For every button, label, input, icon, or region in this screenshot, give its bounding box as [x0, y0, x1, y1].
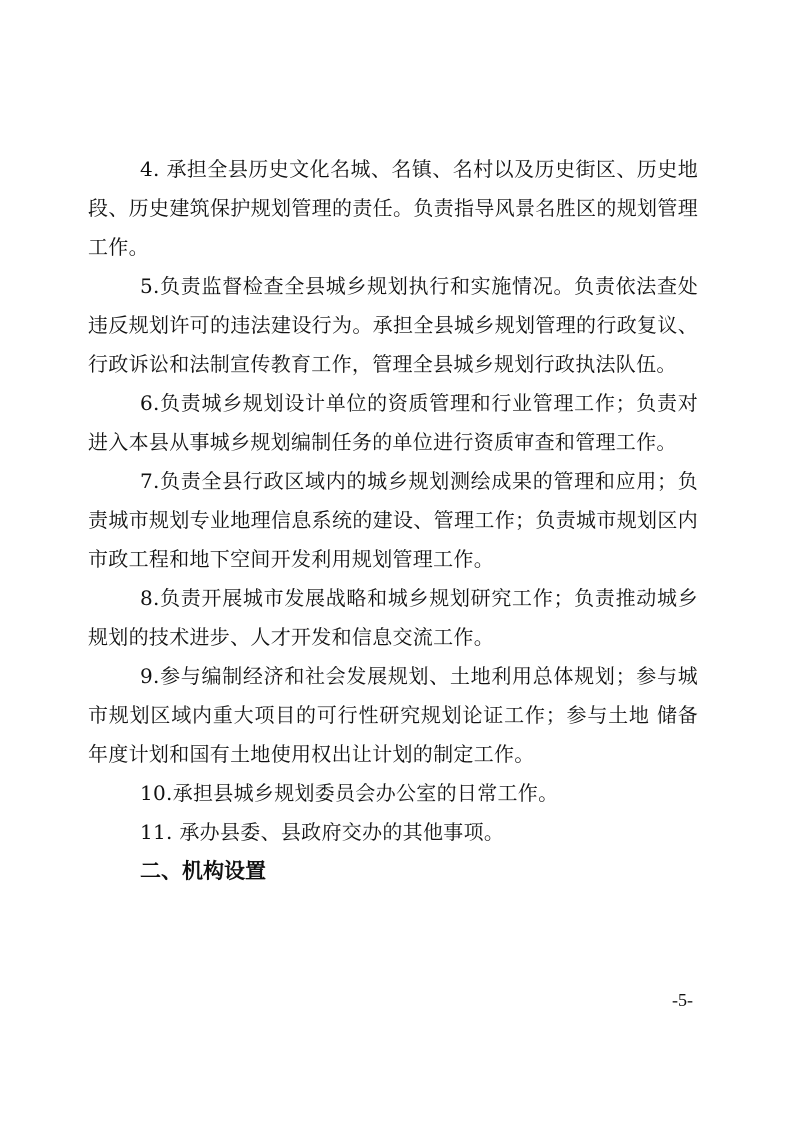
- page-number: -5-: [672, 990, 693, 1010]
- paragraph-item-7: 7.负责全县行政区域内的城乡规划测绘成果的管理和应用；负责城市规划专业地理信息系统的建设、管理工作；负责城市规划区内市政工程和地下空间开发利用规划管理工作。: [88, 469, 698, 571]
- paragraph-item-9: 9.参与编制经济和社会发展规划、土地利用总体规划；参与城市规划区域内重大项目的可行性研究规划论证工作；参与土地 储备年度计划和国有土地使用权出让计划的制定工作。: [88, 664, 698, 766]
- document-body: [88, 150, 698, 891]
- paragraph-item-4: 4. 承担全县历史文化名城、名镇、名村以及历史街区、历史地段、历史建筑保护规划管理的责任。负责指导风景名胜区的规划管理工作。: [88, 157, 698, 259]
- paragraph-item-6: 6.负责城乡规划设计单位的资质管理和行业管理工作；负责对进入本县从事城乡规划编制任务的单位进行资质审查和管理工作。: [88, 391, 698, 454]
- paragraph-item-11: 11. 承办县委、县政府交办的其他事项。: [140, 820, 505, 844]
- paragraph-item-5: 5.负责监督检查全县城乡规划执行和实施情况。负责依法查处违反规划许可的违法建设行为。承担全县城乡规划管理的行政复议、行政诉讼和法制宣传教育工作，管理全县城乡规划行政执法队伍。: [88, 274, 698, 376]
- paragraph-item-8: 8.负责开展城市发展战略和城乡规划研究工作；负责推动城乡规划的技术进步、人才开发和信息交流工作。: [88, 586, 698, 649]
- section-heading: 二、机构设置: [140, 859, 266, 883]
- paragraph-item-10: 10.承担县城乡规划委员会办公室的日常工作。: [140, 781, 559, 805]
